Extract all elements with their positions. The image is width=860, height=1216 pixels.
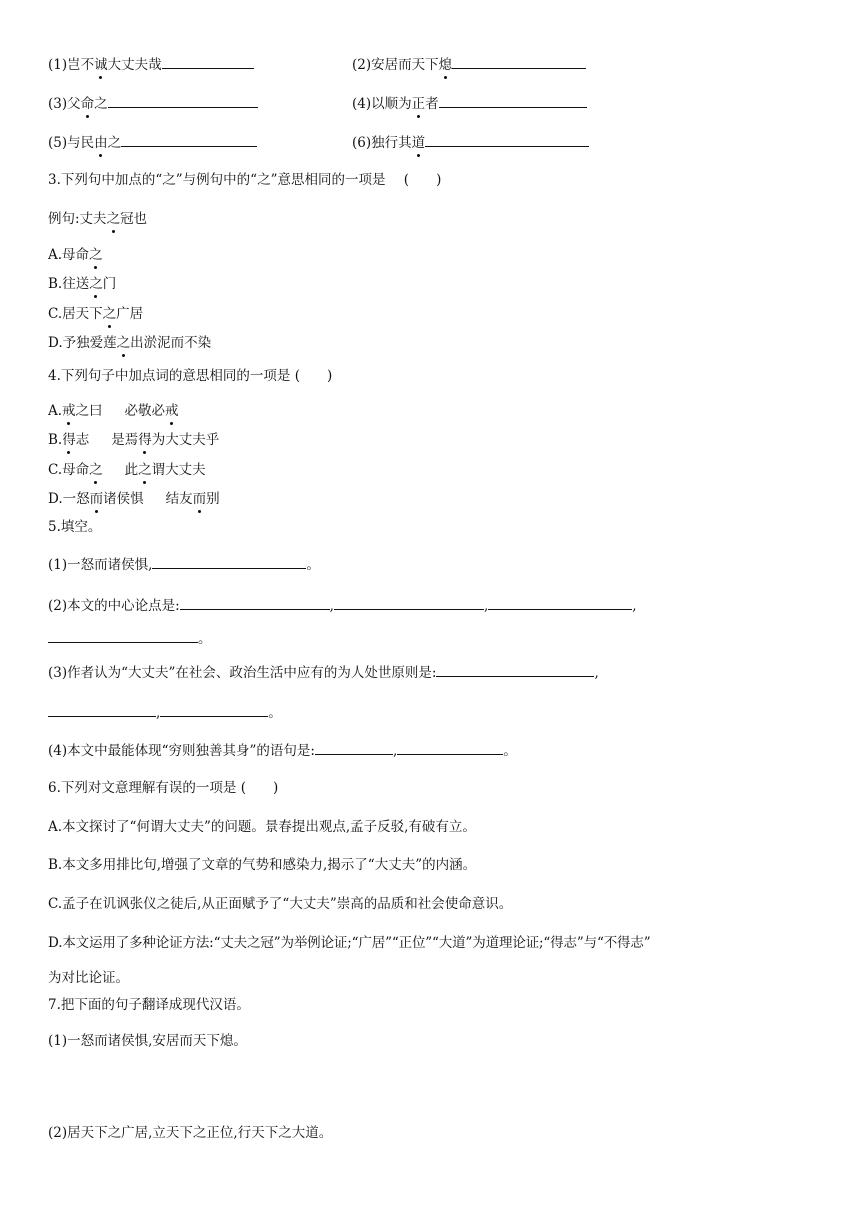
- punctuation: 。: [306, 557, 320, 573]
- option-text: D.予独爱莲: [48, 335, 117, 351]
- q5-stem: [48, 518, 101, 536]
- option-label: A.: [48, 403, 63, 419]
- q2-item-text: 之: [94, 96, 108, 112]
- option-text: 谓大丈夫: [151, 462, 206, 478]
- dotted-char: 之: [106, 211, 121, 227]
- q3-option-b[interactable]: [48, 275, 116, 293]
- q2-item-text: (1)岂不: [48, 57, 95, 73]
- question-text: 6.下列对文意理解有误的一项是: [48, 780, 237, 796]
- dotted-char: 熄: [438, 57, 453, 73]
- q6-option-d[interactable]: [48, 934, 651, 952]
- q5-part-2-cont: [48, 628, 212, 648]
- punctuation: ,: [329, 598, 334, 614]
- punctuation: ,: [483, 598, 489, 614]
- option-text: 结友: [165, 491, 193, 507]
- answer-blank[interactable]: [48, 702, 156, 717]
- q4-option-a[interactable]: [48, 402, 179, 420]
- option-text: D.本文运用了多种论证方法:“丈夫之冠”为举例论证;“广居”“正位”“大道”为道理论证;“得志”与“不得志”: [48, 935, 651, 951]
- punctuation: ,: [632, 598, 637, 614]
- option-text: 必敬必: [124, 403, 166, 419]
- sentence-text: (2)居天下之广居,立天下之正位,行天下之大道。: [48, 1125, 333, 1141]
- option-text: 是焉: [111, 432, 139, 448]
- answer-paren[interactable]: ( ): [294, 368, 333, 384]
- option-text: 出淤泥而不染: [130, 335, 212, 351]
- q2-item-4: [352, 93, 587, 113]
- q7-sentence-1: [48, 1032, 247, 1050]
- q3-option-d[interactable]: [48, 334, 211, 352]
- question-text: (3)作者认为“大丈夫”在社会、政治生活中应有的为人处世原则是:: [48, 665, 437, 681]
- dotted-char: 正: [411, 96, 426, 112]
- q2-item-text: (2)安居而天下: [352, 57, 439, 73]
- question-text: (4)本文中最能体现“穷则独善其身”的语句是:: [48, 743, 315, 759]
- option-text: 为大丈夫乎: [151, 432, 220, 448]
- q2-item-6: [352, 132, 589, 152]
- option-text: 广居: [116, 306, 144, 322]
- dotted-char: 命: [80, 96, 95, 112]
- q2-item-text: 者: [425, 96, 439, 112]
- answer-blank[interactable]: [48, 628, 198, 643]
- option-text: 为对比论证。: [48, 970, 129, 986]
- q2-item-text: (6)独行其: [352, 135, 412, 151]
- q5-part-3: [48, 662, 599, 682]
- q4-option-d[interactable]: [48, 490, 220, 508]
- q2-item-text: (5)与民: [48, 135, 95, 151]
- answer-paren[interactable]: ( ): [240, 780, 279, 796]
- option-text: B.往送: [48, 276, 90, 292]
- dotted-char: 诚: [94, 57, 108, 73]
- answer-blank[interactable]: [488, 595, 632, 610]
- option-text: A.母命: [48, 247, 90, 263]
- q4-stem: [48, 367, 332, 385]
- option-text: C.居天下: [48, 306, 103, 322]
- punctuation: ,: [594, 665, 599, 681]
- option-text: 门: [102, 276, 117, 292]
- q7-sentence-2: [48, 1124, 332, 1142]
- answer-blank[interactable]: [121, 132, 257, 147]
- q5-part-4: [48, 740, 517, 760]
- dotted-char: 得: [62, 432, 76, 448]
- q2-item-3: [48, 93, 258, 113]
- dotted-char: 之: [89, 276, 103, 292]
- q2-item-5: [48, 132, 257, 152]
- question-text: (1)一怒而诸侯惧,: [48, 557, 153, 573]
- option-text: B.本文多用排比句,增强了文章的气势和感染力,揭示了“大丈夫”的内涵。: [48, 857, 477, 873]
- punctuation: 。: [268, 705, 282, 721]
- example-text: 例句:丈夫: [48, 211, 107, 227]
- q3-option-c[interactable]: [48, 305, 143, 323]
- q5-part-1: [48, 554, 320, 574]
- option-label: D.: [48, 491, 63, 507]
- dotted-char: 之: [138, 462, 152, 478]
- q2-item-text: (4)以顺为: [352, 96, 412, 112]
- option-text: 此: [124, 462, 139, 478]
- question-text: 7.把下面的句子翻译成现代汉语。: [48, 997, 250, 1013]
- q5-part-2: [48, 595, 637, 615]
- option-text: 母命: [62, 462, 90, 478]
- dotted-char: 戒: [62, 403, 76, 419]
- option-label: C.: [48, 462, 63, 478]
- q3-example: [48, 210, 147, 228]
- q3-option-a[interactable]: [48, 246, 103, 264]
- answer-blank[interactable]: [160, 702, 268, 717]
- answer-blank[interactable]: [439, 93, 587, 108]
- dotted-char: 由: [94, 135, 108, 151]
- punctuation: ,: [392, 743, 398, 759]
- question-text: 4.下列句子中加点词的意思相同的一项是: [48, 368, 291, 384]
- dotted-char: 之: [89, 462, 103, 478]
- q6-option-c[interactable]: [48, 895, 512, 913]
- q7-stem: [48, 996, 250, 1014]
- answer-blank[interactable]: [162, 54, 254, 69]
- answer-blank[interactable]: [425, 132, 589, 147]
- dotted-char: 得: [138, 432, 152, 448]
- option-text: 诸侯惧: [103, 491, 144, 507]
- question-text: (2)本文的中心论点是:: [48, 598, 180, 614]
- answer-blank[interactable]: [108, 93, 258, 108]
- option-label: B.: [48, 432, 63, 448]
- option-text: A.本文探讨了“何谓大丈夫”的问题。景春提出观点,孟子反驳,有破有立。: [48, 819, 476, 835]
- sentence-text: (1)一怒而诸侯惧,安居而天下熄。: [48, 1033, 247, 1049]
- q6-option-a[interactable]: [48, 818, 476, 836]
- dotted-char: 而: [89, 491, 104, 507]
- q6-option-b[interactable]: [48, 856, 476, 874]
- q2-item-1: [48, 54, 254, 74]
- q2-item-text: 大丈夫哉: [107, 57, 162, 73]
- answer-blank[interactable]: [397, 740, 503, 755]
- punctuation: ,: [156, 705, 161, 721]
- answer-blank[interactable]: [436, 662, 594, 677]
- dotted-char: 之: [102, 306, 117, 322]
- punctuation: 。: [503, 743, 517, 759]
- dotted-char: 而: [192, 491, 207, 507]
- q5-part-3-cont: [48, 702, 282, 722]
- punctuation: 。: [198, 631, 212, 647]
- answer-blank[interactable]: [315, 740, 393, 755]
- question-text: 5.填空。: [48, 519, 102, 535]
- answer-blank[interactable]: [152, 554, 306, 569]
- answer-blank[interactable]: [180, 595, 330, 610]
- option-text: 一怒: [62, 491, 90, 507]
- q2-item-text: 之: [107, 135, 122, 151]
- example-text: 冠也: [120, 211, 148, 227]
- option-text: 别: [206, 491, 220, 507]
- q4-option-c[interactable]: [48, 461, 206, 479]
- answer-blank[interactable]: [334, 595, 484, 610]
- q6-stem: [48, 779, 278, 797]
- answer-blank[interactable]: [452, 54, 586, 69]
- dotted-char: 戒: [165, 403, 179, 419]
- q2-item-text: (3)父: [48, 96, 81, 112]
- q4-option-b[interactable]: [48, 431, 219, 449]
- q3-stem: [48, 171, 441, 189]
- q6-option-d-cont: [48, 969, 129, 987]
- q2-item-2: [352, 54, 586, 74]
- answer-paren[interactable]: ( ): [403, 172, 442, 188]
- dotted-char: 之: [89, 247, 103, 263]
- dotted-char: 道: [411, 135, 426, 151]
- option-text: 志: [75, 432, 90, 448]
- question-text: 3.下列句中加点的“之”与例句中的“之”意思相同的一项是: [48, 172, 386, 188]
- option-text: C.孟子在讥讽张仪之徒后,从正面赋予了“大丈夫”崇高的品质和社会使命意识。: [48, 896, 513, 912]
- option-text: 之曰: [75, 403, 103, 419]
- dotted-char: 之: [116, 335, 131, 351]
